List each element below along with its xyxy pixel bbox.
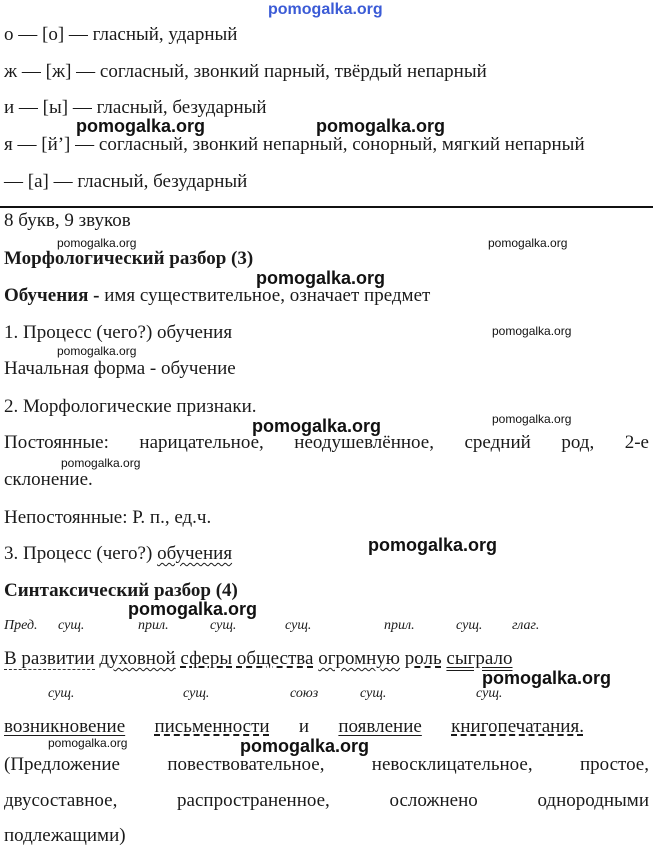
watermark: pomogalka.org — [256, 268, 386, 288]
watermark: pomogalka.org — [368, 535, 498, 555]
morph-word: Обучения - — [4, 285, 100, 306]
morph-item-1: 1. Процесс (чего?) обучения — [4, 322, 233, 343]
pos-label: прил. — [138, 618, 169, 633]
sentence-word: духовной — [99, 648, 176, 669]
watermark: pomogalka.org — [482, 668, 612, 688]
pos-label: сущ. — [58, 618, 85, 633]
description-word: (Предложение — [4, 754, 120, 775]
watermark: pomogalka.org — [488, 236, 568, 250]
constant-word: неодушевлённое, — [294, 432, 434, 453]
description-word: распространенное, — [177, 790, 330, 811]
constant-word: 2-е — [624, 432, 649, 453]
description-word: однородными — [537, 790, 649, 811]
morph-item-2: 2. Морфологические признаки. — [4, 396, 257, 417]
pos-label: сущ. — [285, 618, 312, 633]
morph-constant-end: склонение. — [4, 469, 93, 490]
sentence-word: роль — [404, 648, 442, 669]
pos-label: сущ. — [360, 686, 387, 701]
pos-label: сущ. — [183, 686, 210, 701]
syntax-sentence-line-2 — [4, 716, 584, 738]
syntax-description-line-2 — [4, 790, 649, 812]
constant-word: Постоянные: — [4, 432, 109, 453]
sentence-word: возникновение — [4, 716, 126, 737]
syntax-sentence-line-1 — [4, 648, 513, 670]
pos-label: союз — [290, 686, 319, 701]
description-word: простое, — [579, 754, 649, 775]
watermark: pomogalka.org — [492, 324, 572, 338]
watermark: pomogalka.org — [268, 1, 383, 18]
pos-label: сущ. — [476, 686, 503, 701]
phonetic-line-4: я — [й’] — согласный, звонкий непарный, сонорный, мягкий непарный — [4, 134, 585, 155]
watermark: pomogalka.org — [76, 116, 206, 136]
morph-initial-form: Начальная форма - обучение — [4, 358, 236, 379]
phonetic-line-2: ж — [ж] — согласный, звонкий парный, твёрдый непарный — [4, 61, 487, 82]
sentence-word: книгопечатания. — [451, 716, 584, 737]
pos-label: глаг. — [512, 618, 540, 633]
watermark: pomogalka.org — [128, 599, 258, 619]
sentence-word: и — [298, 716, 310, 737]
watermark: pomogalka.org — [61, 456, 141, 470]
sentence-word: В развитии — [4, 648, 95, 669]
phonetic-line-1: о — [о] — гласный, ударный — [4, 24, 238, 45]
phonetic-line-3: и — [ы] — гласный, безударный — [4, 97, 267, 118]
constant-word: род, — [561, 432, 595, 453]
pos-label: сущ. — [456, 618, 483, 633]
sentence-word: письменности — [154, 716, 270, 737]
watermark: pomogalka.org — [252, 416, 382, 436]
constant-word: нарицательное, — [139, 432, 264, 453]
morph-item-3 — [4, 543, 232, 565]
morph-heading: Морфологический разбор (3) — [4, 248, 254, 269]
morph-nonconstant-features: Непостоянные: Р. п., ед.ч. — [4, 507, 212, 528]
pos-label: сущ. — [210, 618, 237, 633]
syntax-description-line-1 — [4, 754, 649, 776]
watermark: pomogalka.org — [57, 236, 137, 250]
description-word: двусоставное, — [4, 790, 118, 811]
description-word: повествовательное, — [167, 754, 325, 775]
pos-label: прил. — [384, 618, 415, 633]
sentence-word: общества — [236, 648, 314, 669]
watermark: pomogalka.org — [240, 736, 370, 756]
sentence-word: сыграло — [446, 648, 513, 669]
morph-item-3-word: обучения — [157, 543, 233, 564]
phonetic-line-5: — [а] — гласный, безударный — [4, 171, 248, 192]
sentence-word: появление — [338, 716, 422, 737]
divider-line — [0, 206, 653, 208]
constant-word: средний — [464, 432, 531, 453]
watermark: pomogalka.org — [57, 344, 137, 358]
morph-word-description: имя существительное, означает предмет — [99, 285, 431, 306]
sentence-word: огромную — [318, 648, 401, 669]
pos-label: Пред. — [4, 618, 38, 633]
watermark: pomogalka.org — [48, 736, 128, 750]
description-word: невосклицательное, — [371, 754, 533, 775]
pos-label: сущ. — [48, 686, 75, 701]
watermark: pomogalka.org — [316, 116, 446, 136]
description-word: осложнено — [389, 790, 478, 811]
morph-item-3-prefix: 3. Процесс (чего?) — [4, 543, 158, 564]
syntax-description-line-3: подлежащими) — [4, 825, 126, 846]
sentence-word: сферы — [180, 648, 233, 669]
letters-sounds-summary: 8 букв, 9 звуков — [4, 210, 131, 231]
syntax-heading: Синтаксический разбор (4) — [4, 580, 238, 601]
watermark: pomogalka.org — [492, 412, 572, 426]
